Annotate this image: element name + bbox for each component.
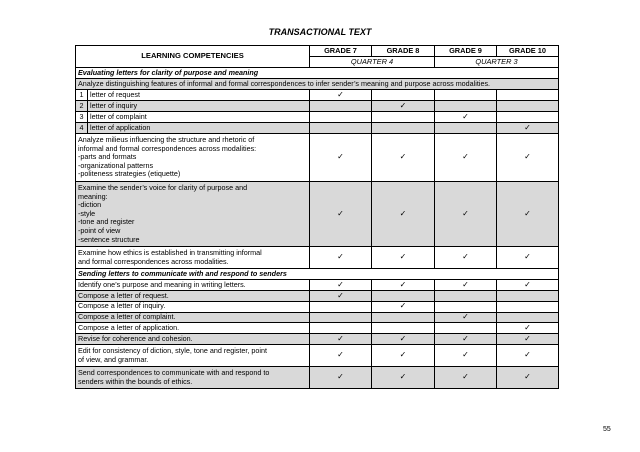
grade-9-cell (435, 101, 497, 112)
grade-10-cell (497, 123, 559, 134)
competency-text: letter of inquiry (88, 101, 310, 112)
competencies-table (75, 45, 559, 389)
competency-row (76, 345, 559, 367)
grade-10-cell (497, 345, 559, 367)
check-mark-icon: ✓ (337, 372, 344, 382)
grade-7-cell (310, 101, 372, 112)
check-mark-icon: ✓ (399, 152, 407, 162)
grade-8-cell (372, 345, 435, 367)
grade-8-cell (372, 291, 435, 302)
grade-8-cell (372, 101, 435, 112)
grade-9-header: GRADE 9 (435, 46, 497, 57)
row-number: 1 (76, 90, 88, 101)
check-mark-icon: ✓ (399, 208, 407, 218)
competency-text (76, 367, 310, 389)
row-number: 2 (76, 101, 88, 112)
check-mark-icon: ✓ (524, 372, 531, 382)
check-mark-icon: ✓ (524, 208, 531, 218)
check-mark-icon: ✓ (462, 152, 469, 162)
grade-9-cell (435, 345, 497, 367)
competency-line: -tone and register (78, 217, 135, 227)
competency-row (76, 291, 559, 302)
quarter-3-header: QUARTER 3 (435, 57, 559, 68)
grade-7-cell (310, 312, 372, 323)
competency-text (76, 312, 310, 323)
check-mark-icon: ✓ (399, 372, 407, 382)
grade-9-cell (435, 301, 497, 312)
check-mark-icon: ✓ (524, 350, 531, 360)
competency-text (76, 345, 310, 367)
competency-row (76, 367, 559, 389)
grade-9-cell (435, 334, 497, 345)
grade-9-cell (435, 247, 497, 269)
competency-line: -organizational patterns (78, 160, 154, 170)
grade-7-cell (310, 291, 372, 302)
grade-8-cell (372, 334, 435, 345)
check-mark-icon: ✓ (399, 100, 407, 110)
check-mark-icon: ✓ (462, 333, 469, 343)
competency-row (76, 301, 559, 312)
check-mark-icon: ✓ (337, 333, 344, 343)
grade-7-cell (310, 334, 372, 345)
check-mark-icon: ✓ (399, 252, 407, 262)
competency-line: -politeness strategies (etiquette) (78, 169, 181, 179)
competency-row (76, 181, 559, 246)
competency-text (76, 301, 310, 312)
competency-line: Examine the sender’s voice for clarity of purpose and (78, 182, 248, 192)
check-mark-icon: ✓ (337, 350, 344, 360)
grade-10-cell (497, 134, 559, 182)
page-number: 55 (603, 426, 611, 433)
grade-8-cell (372, 312, 435, 323)
competency-line: -point of view (78, 225, 121, 235)
grade-9-cell (435, 181, 497, 246)
competency-row (76, 312, 559, 323)
competency-text: letter of application (88, 123, 310, 134)
check-mark-icon: ✓ (337, 89, 344, 99)
grade-10-cell (497, 312, 559, 323)
grade-10-cell (497, 101, 559, 112)
grade-7-cell (310, 345, 372, 367)
competency-row (76, 79, 559, 90)
check-mark-icon: ✓ (524, 323, 531, 333)
competency-line: -parts and formats (78, 152, 137, 162)
grade-7-cell (310, 123, 372, 134)
check-mark-icon: ✓ (399, 333, 407, 343)
grade-8-cell (372, 323, 435, 334)
competency-text (76, 247, 310, 269)
grade-10-cell (497, 323, 559, 334)
grade-10-cell (497, 280, 559, 291)
grade-8-cell (372, 134, 435, 182)
grade-8-cell (372, 123, 435, 134)
competency-row (76, 280, 559, 291)
row-number: 3 (76, 112, 88, 123)
section-heading: Evaluating letters for clarity of purpose and meaning (76, 68, 559, 79)
grade-10-cell (497, 247, 559, 269)
competency-line: -style (78, 208, 96, 218)
quarter-4-header: QUARTER 4 (310, 57, 435, 68)
grade-9-cell (435, 280, 497, 291)
check-mark-icon: ✓ (462, 312, 469, 322)
grade-7-cell (310, 134, 372, 182)
grade-8-cell (372, 247, 435, 269)
check-mark-icon: ✓ (462, 372, 469, 382)
row-number: 4 (76, 123, 88, 134)
competency-line: and formal correspondences across modalities. (78, 256, 229, 266)
check-mark-icon: ✓ (524, 333, 531, 343)
grade-7-cell (310, 301, 372, 312)
grade-9-cell (435, 134, 497, 182)
competency-line: Edit for consistency of diction, style, tone and register, point (78, 346, 267, 355)
grade-8-cell (372, 181, 435, 246)
competency-text: letter of request (88, 90, 310, 101)
section-heading: Sending letters to communicate with and respond to senders (76, 269, 559, 280)
grade-10-cell (497, 181, 559, 246)
grade-8-cell (372, 90, 435, 101)
grade-9-cell (435, 312, 497, 323)
competency-line: meaning: (78, 191, 108, 201)
competency-text (76, 181, 310, 246)
check-mark-icon: ✓ (399, 350, 407, 360)
competency-text (76, 323, 310, 334)
grade-7-cell (310, 90, 372, 101)
grade-9-cell (435, 90, 497, 101)
competency-line: Examine how ethics is established in transmitting informal (78, 248, 262, 258)
check-mark-icon: ✓ (337, 279, 344, 289)
grade-9-cell (435, 112, 497, 123)
grade-7-cell (310, 112, 372, 123)
competency-line: -diction (78, 200, 102, 210)
section-row (76, 269, 559, 280)
grade-header-row (76, 46, 559, 57)
grade-9-cell (435, 323, 497, 334)
grade-10-cell (497, 112, 559, 123)
grade-7-cell (310, 181, 372, 246)
grade-9-cell (435, 367, 497, 389)
grade-7-cell (310, 367, 372, 389)
check-mark-icon: ✓ (524, 122, 531, 132)
competency-line: of view, and grammar. (78, 354, 149, 364)
section-row (76, 68, 559, 79)
document-title: TRANSACTIONAL TEXT (268, 27, 372, 37)
competencies-body (76, 68, 559, 389)
grade-8-cell (372, 112, 435, 123)
numbered-competency-row (76, 112, 559, 123)
competency-row (76, 247, 559, 269)
grade-8-header: GRADE 8 (372, 46, 435, 57)
grade-8-cell (372, 367, 435, 389)
learning-competencies-header: LEARNING COMPETENCIES (76, 46, 310, 68)
competency-line: Send correspondences to communicate with and respond to (78, 368, 270, 378)
grade-7-cell (310, 280, 372, 291)
check-mark-icon: ✓ (524, 279, 531, 289)
competency-row (76, 334, 559, 345)
grade-9-cell (435, 291, 497, 302)
grade-7-cell (310, 247, 372, 269)
numbered-competency-row (76, 90, 559, 101)
competency-line: Compose a letter of request. (78, 290, 169, 300)
check-mark-icon: ✓ (462, 111, 469, 121)
competency-text (76, 134, 310, 182)
grade-10-cell (497, 334, 559, 345)
competency-text (76, 334, 310, 345)
grade-7-header: GRADE 7 (310, 46, 372, 57)
competency-text: letter of complaint (88, 112, 310, 123)
competency-row (76, 134, 559, 182)
check-mark-icon: ✓ (399, 301, 407, 311)
check-mark-icon: ✓ (462, 279, 469, 289)
grade-8-cell (372, 301, 435, 312)
competency-line: Compose a letter of inquiry. (78, 301, 166, 311)
grade-10-cell (497, 301, 559, 312)
grade-10-cell (497, 90, 559, 101)
grade-10-header: GRADE 10 (497, 46, 559, 57)
competency-text: Analyze distinguishing features of informal and formal correspondences to infer sender’s meaning and purpose across modalities. (76, 79, 559, 90)
check-mark-icon: ✓ (399, 279, 407, 289)
competency-text (76, 291, 310, 302)
competency-row (76, 323, 559, 334)
check-mark-icon: ✓ (337, 152, 344, 162)
competency-line: informal and formal correspondences across modalities: (78, 143, 257, 153)
check-mark-icon: ✓ (337, 208, 344, 218)
check-mark-icon: ✓ (337, 290, 344, 300)
check-mark-icon: ✓ (337, 252, 344, 262)
competency-line: Compose a letter of application. (78, 323, 180, 333)
competency-line: -sentence structure (78, 234, 140, 244)
check-mark-icon: ✓ (462, 252, 469, 262)
check-mark-icon: ✓ (462, 350, 469, 360)
competency-line: senders within the bounds of ethics. (78, 376, 193, 386)
competency-line: Identify one’s purpose and meaning in writing letters. (78, 279, 246, 289)
competency-text (76, 280, 310, 291)
check-mark-icon: ✓ (524, 152, 531, 162)
numbered-competency-row (76, 101, 559, 112)
competency-line: Analyze milieus influencing the structure and rhetoric of (78, 135, 255, 144)
numbered-competency-row (76, 123, 559, 134)
check-mark-icon: ✓ (462, 208, 469, 218)
grade-10-cell (497, 291, 559, 302)
grade-8-cell (372, 280, 435, 291)
grade-9-cell (435, 123, 497, 134)
competency-line: Compose a letter of complaint. (78, 312, 176, 322)
grade-7-cell (310, 323, 372, 334)
check-mark-icon: ✓ (524, 252, 531, 262)
grade-10-cell (497, 367, 559, 389)
competency-line: Revise for coherence and cohesion. (78, 333, 193, 343)
